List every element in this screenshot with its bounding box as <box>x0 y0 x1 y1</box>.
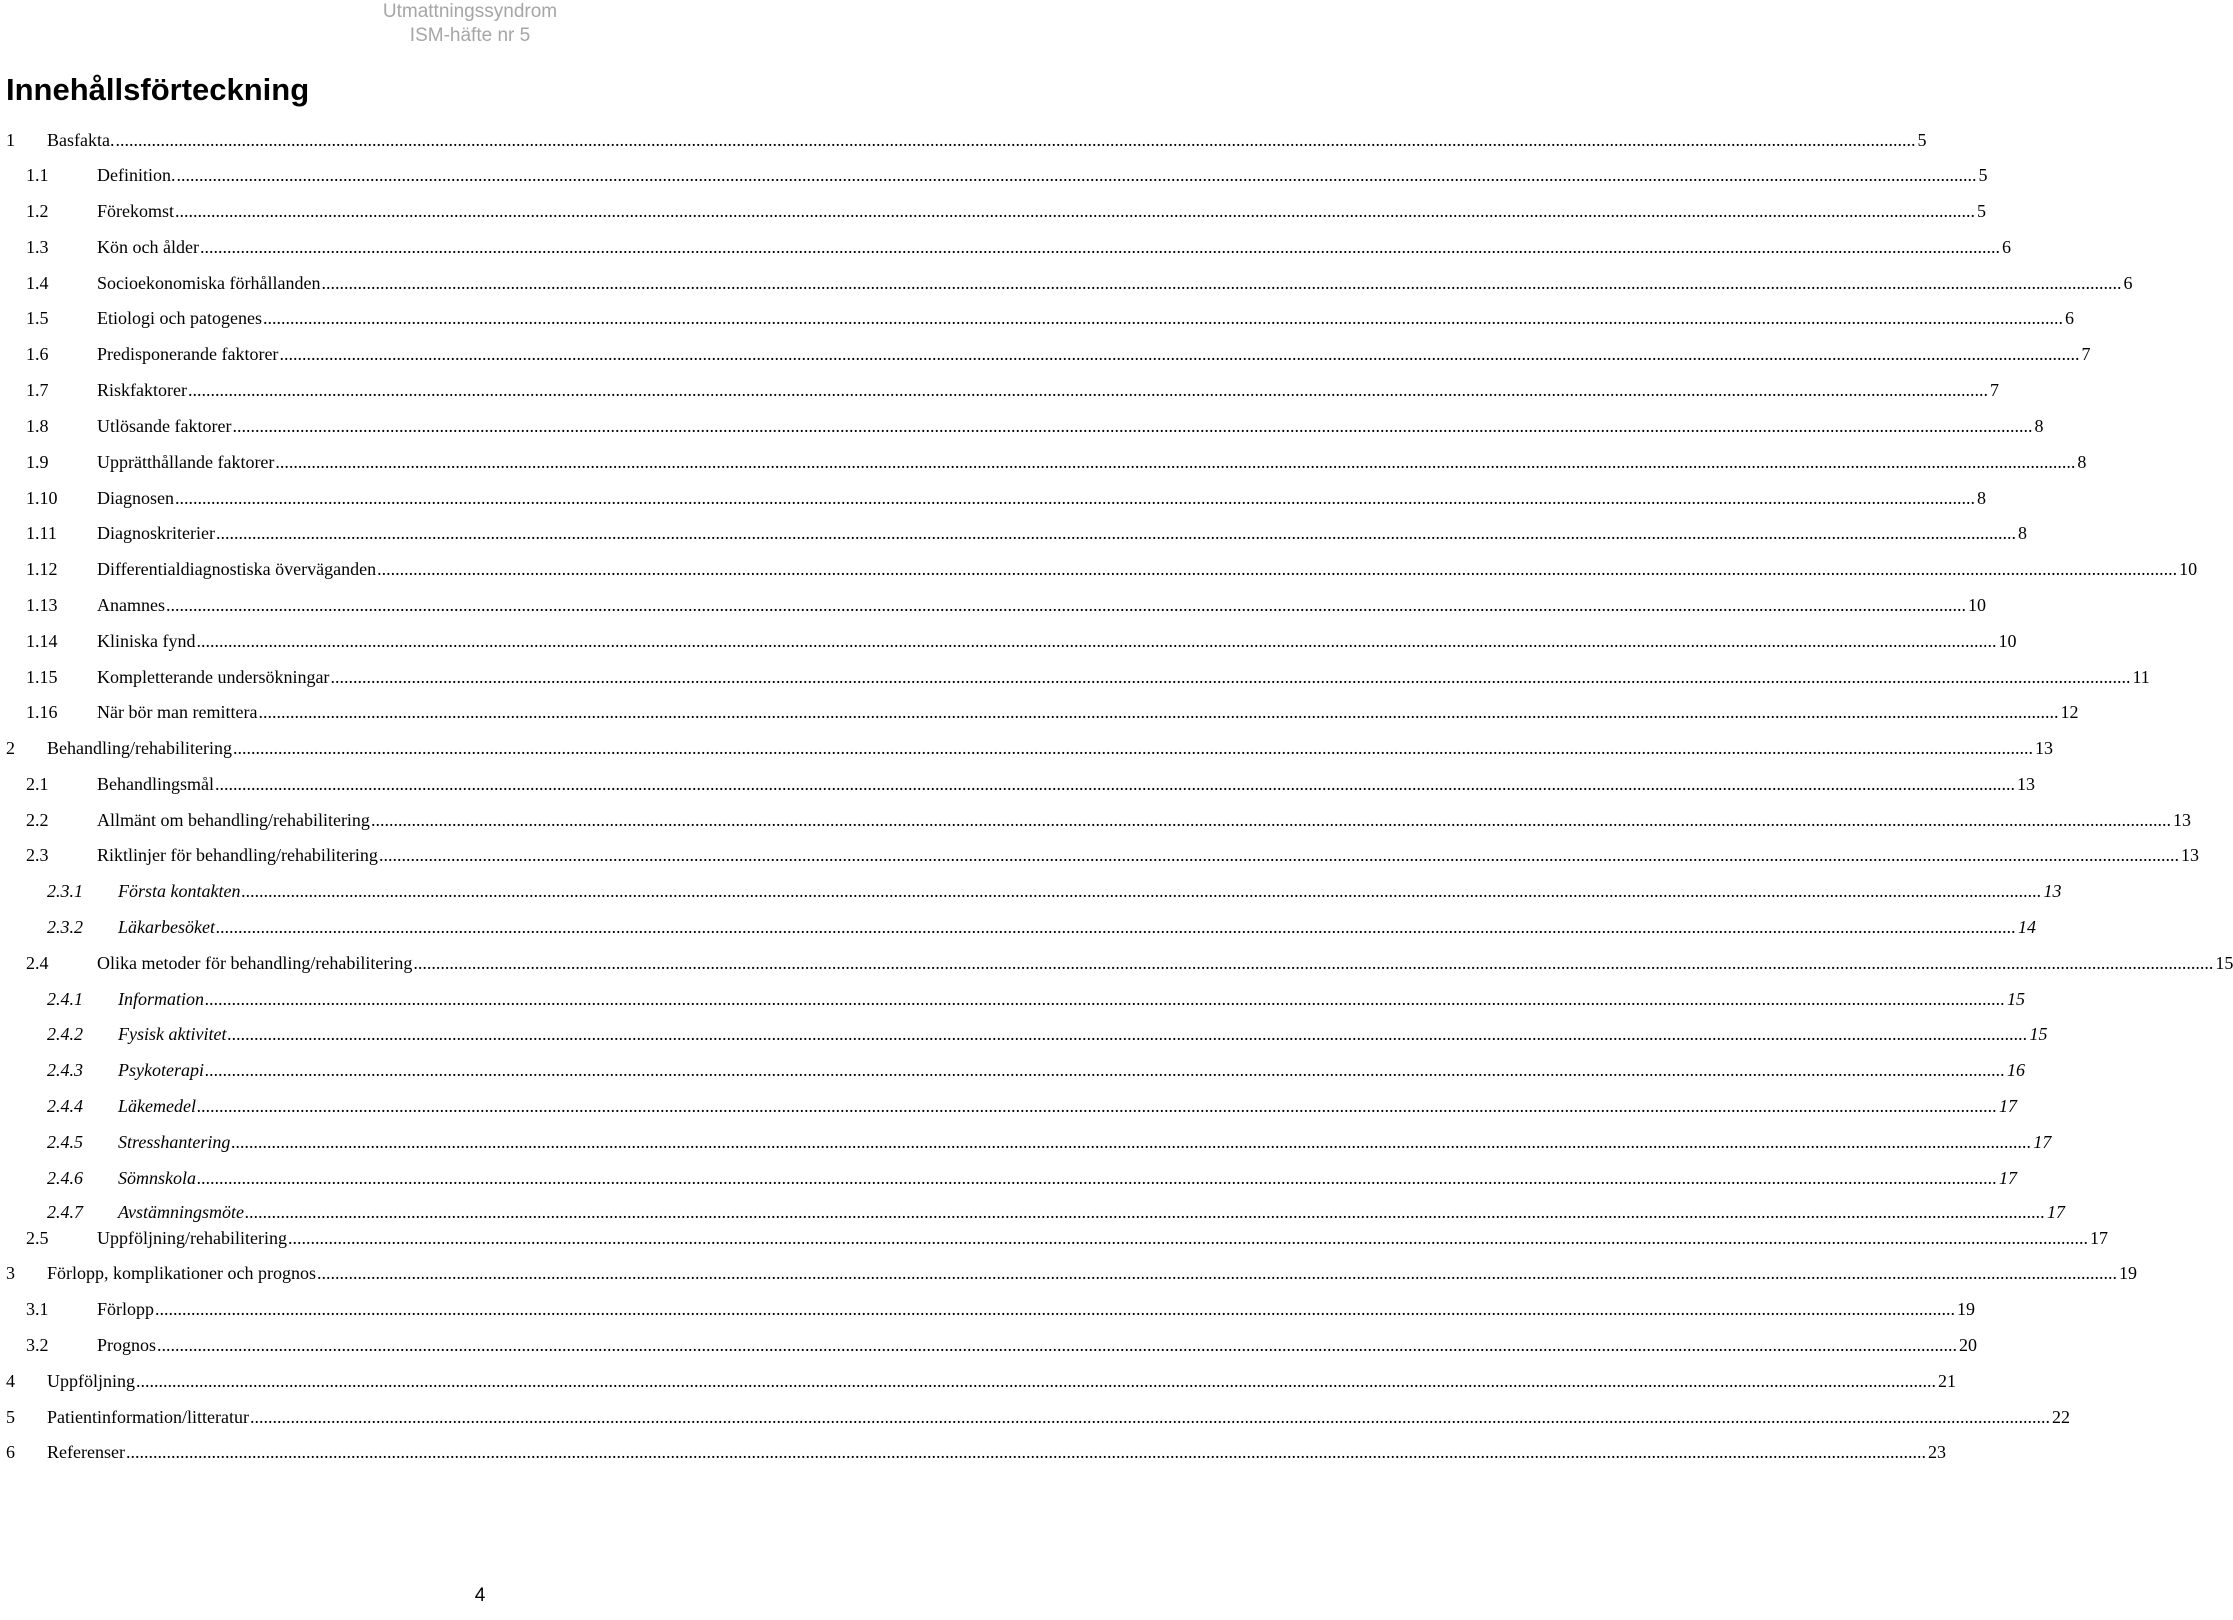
dot-leader: ................................................................................................................................................................................................................................................................................................................................................................................................................ <box>165 595 1966 615</box>
toc-entry-label: Stresshantering <box>118 1132 231 1152</box>
toc-entry-label: Diagnosen <box>97 488 174 508</box>
toc-entry[interactable] <box>0 1437 1946 1467</box>
toc-entry-label: Behandlingsmål <box>97 774 214 794</box>
toc-entry-text <box>97 662 2150 692</box>
dot-leader: ................................................................................................................................................................................................................................................................................................................................................................................................................ <box>215 523 2016 543</box>
toc-entry-label: Riktlinjer för behandling/rehabilitering <box>97 845 378 865</box>
toc-entry-text <box>118 984 2026 1014</box>
toc-entry-number: 3 <box>6 1263 15 1283</box>
toc-entry-label: Kliniska fynd <box>97 631 196 651</box>
dot-leader: ................................................................................................................................................................................................................................................................................................................................................................................................................ <box>287 1228 2088 1248</box>
dot-leader: ................................................................................................................................................................................................................................................................................................................................................................................................................ <box>136 1371 1936 1391</box>
toc-entry-page: 8 <box>2017 523 2027 543</box>
page-title: Innehållsförteckning <box>6 72 310 107</box>
toc-entry-number: 1 <box>6 130 15 150</box>
toc-entry[interactable] <box>0 268 2133 298</box>
toc-entry-number: 1.9 <box>26 452 49 472</box>
toc-entry-text <box>97 375 1999 405</box>
toc-entry-label: Patientinformation/litteratur <box>47 1407 249 1427</box>
toc-entry-text <box>97 769 2035 799</box>
toc-entry[interactable] <box>0 1019 2048 1049</box>
toc-entry[interactable] <box>0 1258 2137 1288</box>
toc-entry-text <box>47 733 2053 763</box>
dot-leader: ................................................................................................................................................................................................................................................................................................................................................................................................................ <box>330 667 2131 687</box>
toc-entry-page: 15 <box>2029 1024 2048 1044</box>
toc-entry-text <box>97 232 2011 262</box>
toc-entry-label: Uppföljning <box>47 1371 135 1391</box>
toc-entry[interactable] <box>0 232 2011 262</box>
toc-entry-number: 2.4.1 <box>47 989 83 1009</box>
toc-entry-text <box>97 805 2191 835</box>
toc-entry-page: 14 <box>2017 917 2036 937</box>
toc-entry-number: 5 <box>6 1407 15 1427</box>
dot-leader: ................................................................................................................................................................................................................................................................................................................................................................................................................ <box>321 273 2122 293</box>
toc-entry[interactable] <box>0 1223 2108 1253</box>
toc-entry-text <box>97 1223 2108 1253</box>
dot-leader: ................................................................................................................................................................................................................................................................................................................................................................................................................ <box>275 452 2076 472</box>
toc-entry-label: Uppföljning/rehabilitering <box>97 1228 287 1248</box>
toc-entry-label: Socioekonomiska förhållanden <box>97 273 321 293</box>
toc-entry-number: 1.1 <box>26 165 49 185</box>
toc-entry-label: Prognos <box>97 1335 157 1355</box>
toc-entry[interactable] <box>0 876 2062 906</box>
toc-entry[interactable] <box>0 1163 2017 1193</box>
toc-entry-number: 1.13 <box>26 595 58 615</box>
toc-entry-label: Första kontakten <box>118 881 241 901</box>
toc-entry[interactable] <box>0 1091 2017 1121</box>
dot-leader: ................................................................................................................................................................................................................................................................................................................................................................................................................ <box>199 237 2000 257</box>
dot-leader: ................................................................................................................................................................................................................................................................................................................................................................................................................ <box>157 1335 1958 1355</box>
dot-leader: ................................................................................................................................................................................................................................................................................................................................................................................................................ <box>175 201 1976 221</box>
toc-entry-page: 6 <box>2123 273 2133 293</box>
toc-entry-label: Predisponerande faktorer <box>97 344 279 364</box>
toc-entry-page: 17 <box>2089 1228 2108 1248</box>
toc-entry-label: Kön och ålder <box>97 237 199 257</box>
toc-entry-text <box>97 1294 1976 1324</box>
toc-entry-number: 2.5 <box>26 1228 49 1248</box>
dot-leader: ................................................................................................................................................................................................................................................................................................................................................................................................................ <box>196 1096 1997 1116</box>
toc-entry-text <box>47 1258 2137 1288</box>
toc-entry-page: 8 <box>2077 452 2087 472</box>
toc-entry-page: 7 <box>1989 380 1999 400</box>
toc-entry-label: Förekomst <box>97 201 175 221</box>
toc-entry[interactable] <box>0 733 2053 763</box>
toc-entry-number: 1.10 <box>26 488 58 508</box>
toc-entry-number: 3.1 <box>26 1299 49 1319</box>
toc-entry-page: 21 <box>1938 1371 1956 1391</box>
toc-entry[interactable] <box>0 697 2079 727</box>
toc-entry[interactable] <box>0 518 2027 548</box>
toc-entry-page: 17 <box>2047 1202 2065 1222</box>
dot-leader: ................................................................................................................................................................................................................................................................................................................................................................................................................ <box>258 702 2059 722</box>
toc-entry-number: 1.5 <box>26 308 49 328</box>
dot-leader: ................................................................................................................................................................................................................................................................................................................................................................................................................ <box>205 989 2006 1009</box>
toc-entry-label: Etiologi och patogenes <box>97 308 262 328</box>
toc-entry-label: Differentialdiagnostiska överväganden <box>97 559 377 579</box>
dot-leader: ................................................................................................................................................................................................................................................................................................................................................................................................................ <box>227 1024 2028 1044</box>
toc-entry[interactable] <box>0 912 2036 942</box>
toc-entry-page: 13 <box>2043 881 2062 901</box>
toc-entry-text <box>118 876 2062 906</box>
dot-leader: ................................................................................................................................................................................................................................................................................................................................................................................................................ <box>231 1132 2032 1152</box>
dot-leader: ................................................................................................................................................................................................................................................................................................................................................................................................................ <box>377 559 2178 579</box>
toc-entry-number: 1.4 <box>26 273 49 293</box>
toc-entry-text <box>97 948 2233 978</box>
toc-entry-text <box>118 1163 2017 1193</box>
toc-entry-page: 13 <box>2016 774 2035 794</box>
toc-entry-page: 5 <box>1917 130 1927 150</box>
toc-entry-text <box>97 483 1986 513</box>
toc-entry-page: 19 <box>2118 1263 2137 1283</box>
toc-entry-label: Anamnes <box>97 595 165 615</box>
toc-entry-number: 1.2 <box>26 201 49 221</box>
toc-entry-page: 8 <box>2034 416 2044 436</box>
toc-entry-text <box>47 1402 2070 1432</box>
toc-entry-text <box>97 411 2044 441</box>
toc-entry-label: Basfakta. <box>47 130 115 150</box>
dot-leader: ................................................................................................................................................................................................................................................................................................................................................................................................................ <box>241 881 2042 901</box>
dot-leader: ................................................................................................................................................................................................................................................................................................................................................................................................................ <box>197 1168 1997 1188</box>
toc-entry-label: Förlopp, komplikationer och prognos <box>47 1263 316 1283</box>
toc-entry-page: 6 <box>2001 237 2011 257</box>
toc-entry-page: 7 <box>2081 344 2091 364</box>
dot-leader: ................................................................................................................................................................................................................................................................................................................................................................................................................ <box>232 738 2033 758</box>
toc-entry[interactable] <box>0 160 1988 190</box>
toc-entry-page: 17 <box>1998 1096 2017 1116</box>
toc-entry-page: 12 <box>2060 702 2079 722</box>
toc-entry-page: 5 <box>1978 165 1988 185</box>
dot-leader: ................................................................................................................................................................................................................................................................................................................................................................................................................ <box>174 488 1975 508</box>
dot-leader: ................................................................................................................................................................................................................................................................................................................................................................................................................ <box>125 1442 1926 1462</box>
toc-entry-number: 2.4.6 <box>47 1168 83 1188</box>
toc-entry-page: 22 <box>2051 1407 2070 1427</box>
dot-leader: ................................................................................................................................................................................................................................................................................................................................................................................................................ <box>413 953 2214 973</box>
running-header <box>370 0 570 48</box>
toc-entry-number: 1.3 <box>26 237 49 257</box>
toc-entry-number: 1.14 <box>26 631 58 651</box>
toc-entry[interactable] <box>0 411 2044 441</box>
toc-entry[interactable] <box>0 303 2074 333</box>
toc-entry-page: 23 <box>1927 1442 1946 1462</box>
toc-entry-number: 2.4.7 <box>47 1202 83 1222</box>
toc-entry-number: 2.1 <box>26 774 49 794</box>
toc-entry[interactable] <box>0 483 1986 513</box>
dot-leader: ................................................................................................................................................................................................................................................................................................................................................................................................................ <box>249 1407 2050 1427</box>
dot-leader: ................................................................................................................................................................................................................................................................................................................................................................................................................ <box>316 1263 2117 1283</box>
toc-entry-label: Läkemedel <box>118 1096 196 1116</box>
toc-entry-page: 11 <box>2132 667 2150 687</box>
page-number: 4 <box>474 1585 486 1606</box>
toc-entry[interactable] <box>0 1127 2052 1157</box>
toc-entry-number: 2.3.1 <box>47 881 83 901</box>
toc-entry-page: 10 <box>2179 559 2198 579</box>
dot-leader: ................................................................................................................................................................................................................................................................................................................................................................................................................ <box>279 344 2080 364</box>
toc-entry[interactable] <box>0 554 2198 584</box>
toc-entry[interactable] <box>0 590 1986 620</box>
toc-entry-text <box>47 125 1927 155</box>
toc-entry-text <box>118 1127 2052 1157</box>
toc-entry-text <box>97 339 2091 369</box>
toc-entry-page: 13 <box>2172 810 2191 830</box>
toc-entry-label: Upprätthållande faktorer <box>97 452 275 472</box>
toc-entry-label: När bör man remittera <box>97 702 258 722</box>
toc-entry-text <box>97 268 2133 298</box>
dot-leader: ................................................................................................................................................................................................................................................................................................................................................................................................................ <box>115 130 1916 150</box>
toc-entry-text <box>97 303 2074 333</box>
toc-entry-label: Diagnoskriterier <box>97 523 215 543</box>
toc-entry-text <box>97 447 2087 477</box>
toc-entry[interactable] <box>0 984 2026 1014</box>
dot-leader: ................................................................................................................................................................................................................................................................................................................................................................................................................ <box>378 845 2179 865</box>
toc-entry-page: 16 <box>2006 1060 2025 1080</box>
toc-entry-number: 1.15 <box>26 667 58 687</box>
toc-entry[interactable] <box>0 1402 2070 1432</box>
toc-entry-text <box>97 554 2198 584</box>
toc-entry-number: 4 <box>6 1371 15 1391</box>
toc-entry-number: 2.2 <box>26 810 49 830</box>
dot-leader: ................................................................................................................................................................................................................................................................................................................................................................................................................ <box>176 165 1977 185</box>
toc-entry-label: Definition. <box>97 165 176 185</box>
running-header-title: Utmattningssyndrom <box>382 1 558 22</box>
toc-entry-number: 6 <box>6 1442 15 1462</box>
toc-entry-page: 10 <box>1998 631 2017 651</box>
toc-entry-label: Sömnskola <box>118 1168 196 1188</box>
toc-entry[interactable] <box>0 1294 1976 1324</box>
dot-leader: ................................................................................................................................................................................................................................................................................................................................................................................................................ <box>196 631 1997 651</box>
toc-entry-label: Behandling/rehabilitering <box>47 738 232 758</box>
toc-entry[interactable] <box>0 1330 1978 1360</box>
toc-entry-number: 3.2 <box>26 1335 49 1355</box>
toc-entry-label: Allmänt om behandling/rehabilitering <box>97 810 370 830</box>
toc-entry[interactable] <box>0 662 2150 692</box>
toc-entry-number: 1.16 <box>26 702 58 722</box>
toc-entry-number: 2.3 <box>26 845 49 865</box>
dot-leader: ................................................................................................................................................................................................................................................................................................................................................................................................................ <box>370 810 2171 830</box>
toc-entry-number: 2.4.2 <box>47 1024 83 1044</box>
toc-entry-label: Psykoterapi <box>118 1060 204 1080</box>
toc-entry-label: Kompletterande undersökningar <box>97 667 330 687</box>
toc-entry-page: 13 <box>2034 738 2053 758</box>
toc-entry-number: 1.11 <box>26 523 57 543</box>
dot-leader: ................................................................................................................................................................................................................................................................................................................................................................................................................ <box>232 416 2033 436</box>
toc-entry-number: 1.7 <box>26 380 49 400</box>
toc-entry-number: 2.4.5 <box>47 1132 83 1152</box>
toc-entry-number: 2.3.2 <box>47 917 83 937</box>
toc-entry-page: 13 <box>2180 845 2199 865</box>
toc-entry-number: 1.6 <box>26 344 49 364</box>
toc-entry-text <box>118 1091 2017 1121</box>
toc-entry-label: Förlopp <box>97 1299 155 1319</box>
toc-entry-text <box>97 840 2199 870</box>
toc-entry-number: 2.4.3 <box>47 1060 83 1080</box>
dot-leader: ................................................................................................................................................................................................................................................................................................................................................................................................................ <box>262 308 2063 328</box>
toc-entry-number: 2.4 <box>26 953 49 973</box>
toc-entry-page: 19 <box>1957 1299 1976 1319</box>
toc-entry-page: 15 <box>2007 989 2026 1009</box>
toc-entry-text <box>97 697 2079 727</box>
toc-entry[interactable] <box>0 769 2035 799</box>
toc-entry-text <box>97 590 1986 620</box>
dot-leader: ................................................................................................................................................................................................................................................................................................................................................................................................................ <box>155 1299 1956 1319</box>
toc-entry-page: 8 <box>1976 488 1986 508</box>
toc-entry[interactable] <box>0 125 1927 155</box>
toc-entry[interactable] <box>0 805 2191 835</box>
toc-entry[interactable] <box>0 1366 1956 1396</box>
toc-entry[interactable] <box>0 840 2199 870</box>
toc-entry-number: 2 <box>6 738 15 758</box>
toc-entry-text <box>97 518 2027 548</box>
toc-entry[interactable] <box>0 626 2017 656</box>
toc-entry[interactable] <box>0 339 2091 369</box>
toc-entry-number: 1.12 <box>26 559 58 579</box>
toc-entry-page: 17 <box>1999 1168 2017 1188</box>
toc-entry-text <box>118 1019 2048 1049</box>
toc-entry-page: 20 <box>1959 1335 1978 1355</box>
toc-entry-text <box>97 1330 1978 1360</box>
dot-leader: ................................................................................................................................................................................................................................................................................................................................................................................................................ <box>204 1060 2005 1080</box>
toc-entry-text <box>118 1055 2025 1085</box>
toc-entry-label: Utlösande faktorer <box>97 416 232 436</box>
toc-entry-label: Olika metoder för behandling/rehabilitering <box>97 953 413 973</box>
toc-entry[interactable] <box>0 1055 2025 1085</box>
toc-entry-page: 17 <box>2033 1132 2052 1152</box>
toc-entry-text <box>47 1366 1956 1396</box>
toc-entry-page: 10 <box>1967 595 1986 615</box>
toc-entry[interactable] <box>0 375 1999 405</box>
toc-entry-label: Riskfaktorer <box>97 380 187 400</box>
dot-leader: ................................................................................................................................................................................................................................................................................................................................................................................................................ <box>245 1202 2045 1222</box>
toc-entry-label: Referenser <box>47 1442 125 1462</box>
toc-entry-number: 1.8 <box>26 416 49 436</box>
toc-entry[interactable] <box>0 948 2233 978</box>
toc-entry-label: Avstämningsmöte <box>118 1202 244 1222</box>
toc-entry-label: Läkarbesöket <box>118 917 215 937</box>
toc-entry-page: 15 <box>2215 953 2233 973</box>
toc-entry-text <box>47 1437 1946 1467</box>
toc-entry-text <box>97 160 1988 190</box>
toc-entry[interactable] <box>0 196 1987 226</box>
toc-entry-text <box>118 912 2036 942</box>
toc-entry-page: 6 <box>2064 308 2074 328</box>
toc-entry-text <box>97 196 1987 226</box>
running-header-subtitle: ISM-häfte nr 5 <box>409 25 531 46</box>
toc-entry-label: Information <box>118 989 205 1009</box>
toc-entry-number: 2.4.4 <box>47 1096 83 1116</box>
dot-leader: ................................................................................................................................................................................................................................................................................................................................................................................................................ <box>187 380 1988 400</box>
toc-entry-text <box>97 626 2017 656</box>
toc-entry-label: Fysisk aktivitet <box>118 1024 227 1044</box>
toc-entry-page: 5 <box>1977 201 1987 221</box>
dot-leader: ................................................................................................................................................................................................................................................................................................................................................................................................................ <box>214 774 2015 794</box>
dot-leader: ................................................................................................................................................................................................................................................................................................................................................................................................................ <box>215 917 2016 937</box>
toc-entry[interactable] <box>0 447 2087 477</box>
